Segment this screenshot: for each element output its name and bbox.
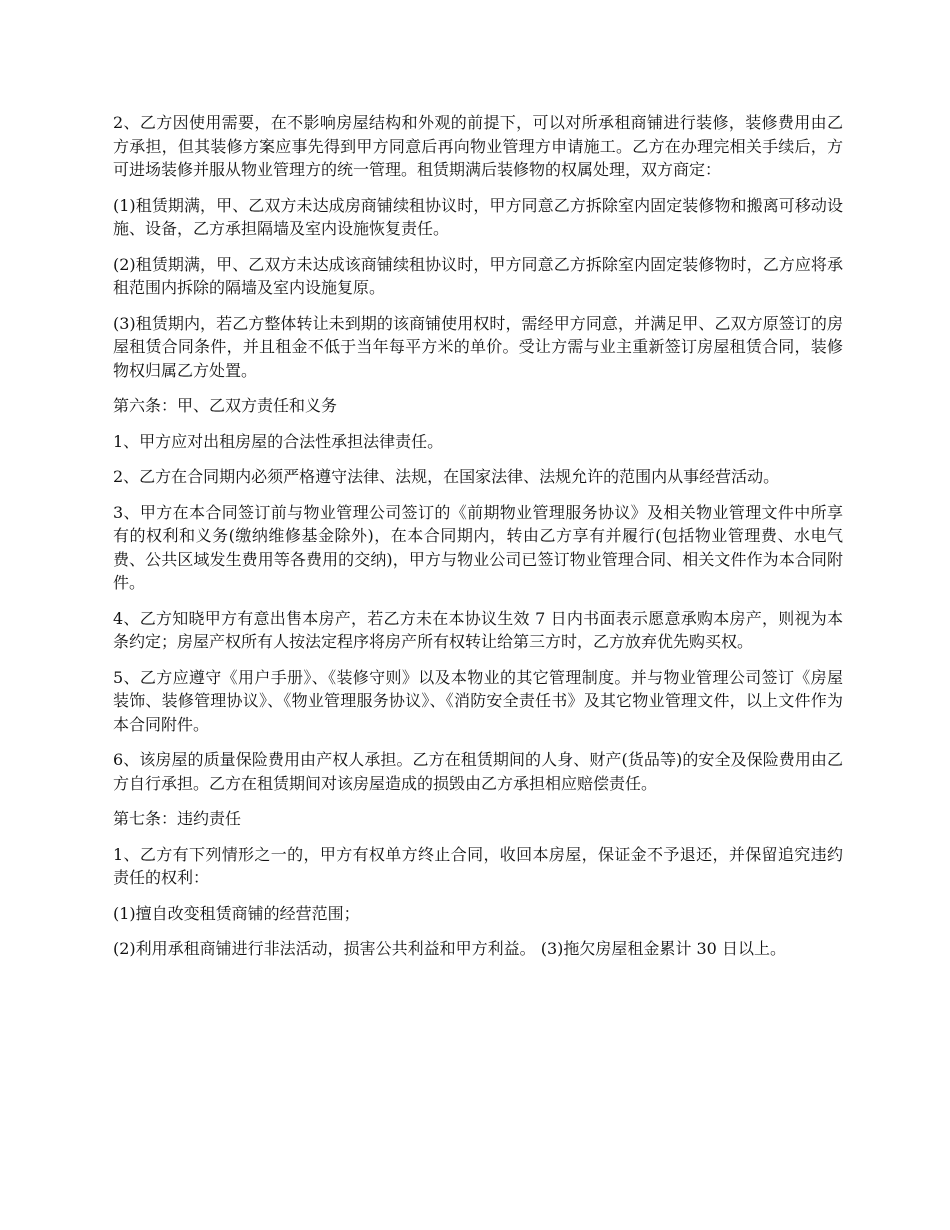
clause-paragraph: 1、乙方有下列情形之一的，甲方有权单方终止合同，收回本房屋，保证金不予退还，并保留追究违约责任的权利： xyxy=(113,844,843,887)
clause-paragraph: 2、乙方在合同期内必须严格遵守法律、法规，在国家法律、法规允许的范围内从事经营活动。 xyxy=(113,467,780,486)
section-heading: 第七条：违约责任 xyxy=(113,809,242,828)
clause-paragraph: 5、乙方应遵守《用户手册》、《装修守则》以及本物业的其它管理制度。并与物业管理公司签订《房屋装饰、装修管理协议》、《物业管理服务协议》、《消防安全责任书》及其它物业管理文件，以上文件作为本合同附件。 xyxy=(113,667,843,734)
clause-paragraph: (2)利用承租商铺进行非法活动，损害公共利益和甲方利益。 (3)拖欠房屋租金累计 30 日以上。 xyxy=(113,939,786,958)
clause-paragraph: 1、甲方应对出租房屋的合法性承担法律责任。 xyxy=(113,431,444,451)
clause-paragraph: (3)租赁期内，若乙方整体转让未到期的该商铺使用权时，需经甲方同意，并满足甲、乙双方原签订的房屋租赁合同条件，并且租金不低于当年每平方米的单价。受让方需与业主重新签订房屋租赁合同，装修物权归属乙方处置。 xyxy=(113,313,843,380)
document-page xyxy=(113,111,843,973)
clause-paragraph: 4、乙方知晓甲方有意出售本房产，若乙方未在本协议生效 7 日内书面表示愿意承购本房产，则视为本条约定；房屋产权所有人按法定程序将房产所有权转让给第三方时，乙方放弃优先购买权。 xyxy=(113,608,843,651)
clause-paragraph: 2、乙方因使用需要，在不影响房屋结构和外观的前提下，可以对所承租商铺进行装修，装修费用由乙方承担，但其装修方案应事先得到甲方同意后再向物业管理方申请施工。乙方在办理完相关手续后，方可进场装修并服从物业管理方的统一管理。租赁期满后装修物的权属处理，双方商定： xyxy=(113,113,843,179)
clause-paragraph: (2)租赁期满，甲、乙双方未达成该商铺续租协议时，甲方同意乙方拆除室内固定装修物时，乙方应将承租范围内拆除的隔墙及室内设施复原。 xyxy=(113,254,843,297)
clause-paragraph: (1)擅自改变租赁商铺的经营范围； xyxy=(113,903,360,923)
clause-paragraph: (1)租赁期满，甲、乙双方未达成房商铺续租协议时，甲方同意乙方拆除室内固定装修物和搬离可移动设施、设备，乙方承担隔墙及室内设施恢复责任。 xyxy=(113,195,843,238)
clause-paragraph: 6、该房屋的质量保险费用由产权人承担。乙方在租赁期间的人身、财产(货品等)的安全及保险费用由乙方自行承担。乙方在租赁期间对该房屋造成的损毁由乙方承担相应赔偿责任。 xyxy=(113,750,843,793)
clause-paragraph: 3、甲方在本合同签订前与物业管理公司签订的《前期物业管理服务协议》及相关物业管理文件中所享有的权利和义务(缴纳维修基金除外)，在本合同期内，转由乙方享有并履行(包括物业管理费、水电气费、公共区域发生费用等各费用的交纳)，甲方与物业公司已签订物业管理合同、相关文件作为本合同附件。 xyxy=(113,502,843,592)
section-heading: 第六条：甲、乙双方责任和义务 xyxy=(113,396,338,415)
